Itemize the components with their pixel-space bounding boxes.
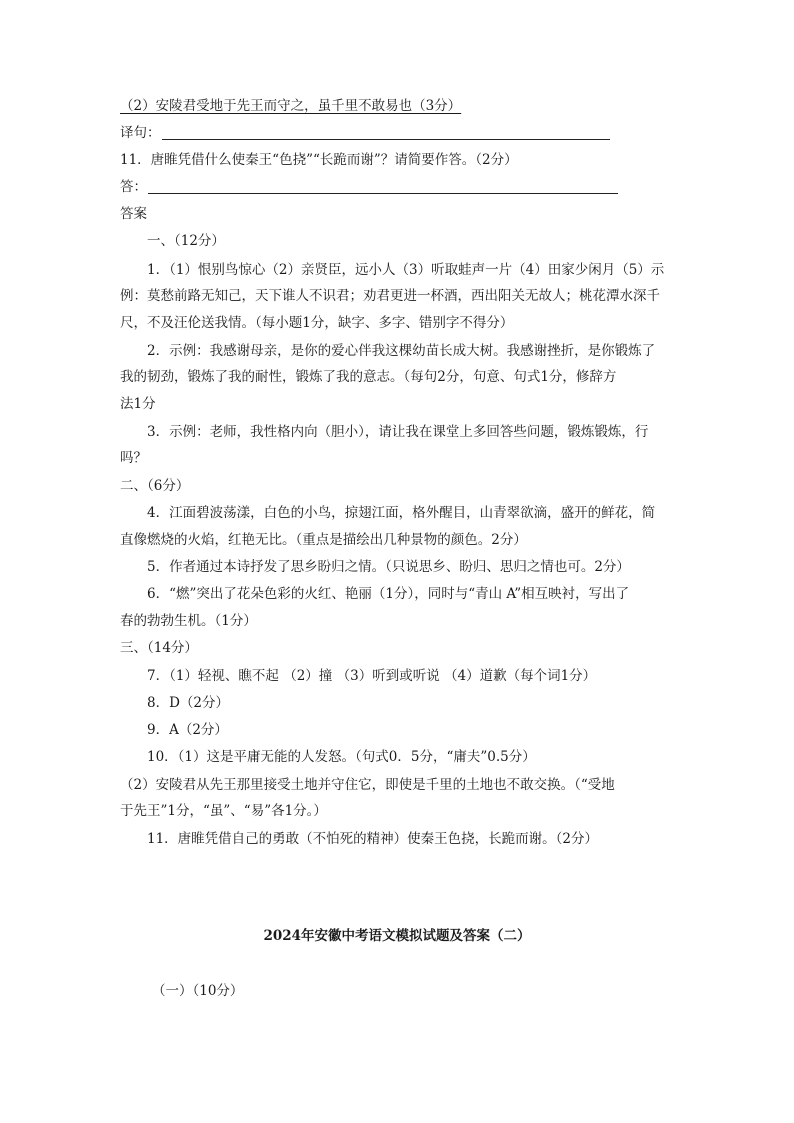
answer-8: 8．D（2分） [147, 695, 230, 711]
question-11: 11．唐睢凭借什么使秦王“色挠”“长跪而谢”？请简要作答。（2分） [120, 152, 518, 168]
answer-10-2-line-1: （2）安陵君从先王那里接受土地并守住它，即使是千里的土地也不敢交换。（“受地 [120, 777, 615, 793]
question-10-2: （2）安陵君受地于先王而守之，虽千里不敢易也（3分） [120, 98, 462, 114]
answer-2-line-1: 2．示例：我感谢母亲，是你的爱心伴我这棵幼苗长成大树。我感谢挫折，是你锻炼了 [147, 343, 656, 359]
translate-label: 译句： [120, 125, 161, 141]
answer-10-2-line-2: 于先王”1分，“虽”、“易”各1分。） [120, 803, 327, 819]
answer-7: 7．（1）轻视、瞧不起 （2）撞 （3）听到或听说 （4）道歉（每个词1分） [147, 668, 597, 684]
section-heading-3: 三、（14分） [120, 640, 198, 656]
answer-1-line-2: 例：莫愁前路无知己，天下谁人不识君；劝君更进一杯酒，西出阳关无故人；桃花潭水深千 [120, 288, 660, 304]
answer-2-line-2: 我的韧劲，锻炼了我的耐性，锻炼了我的意志。（每句2分，句意、句式1分，修辞方 [120, 369, 617, 385]
answer-1-line-1: 1．（1）恨别鸟惊心（2）亲贤臣，远小人（3）听取蛙声一片（4）田家少闲月（5）示 [147, 262, 665, 278]
answers-heading: 答案 [120, 206, 147, 222]
answer-3-line-1: 3．示例：老师，我性格内向（胆小），请让我在课堂上多回答些问题，锻炼锻炼，行 [147, 424, 649, 440]
answer-5: 5．作者通过本诗抒发了思乡盼归之情。（只说思乡、盼归、思归之情也可。2分） [147, 559, 630, 575]
answer-2-line-3: 法1分 [120, 396, 156, 412]
answer-blank-line [148, 193, 618, 194]
answer-11: 11．唐睢凭借自己的勇敢（不怕死的精神）使秦王色挠，长跪而谢。（2分） [147, 831, 599, 847]
answer-9: 9．A（2分） [147, 722, 228, 738]
answer-label: 答： [120, 179, 147, 195]
translate-blank-line [162, 139, 610, 140]
answer-10-1: 10．（1）这是平庸无能的人发怒。（句式0．5分，“庸夫”0.5分） [147, 749, 536, 765]
answer-4-line-1: 4．江面碧波荡漾，白色的小鸟，掠翅江面，格外醒目，山青翠欲滴，盛开的鲜花，简 [147, 505, 656, 521]
answer-6-line-1: 6．“燃”突出了花朵色彩的火红、艳丽（1分），同时与“青山 A”相互映衬，写出了 [147, 586, 630, 602]
answer-3-line-2: 吗？ [120, 450, 147, 466]
section-heading-2: 二、（6分） [120, 478, 190, 494]
answer-4-line-2: 直像燃烧的火焰，红艳无比。（重点是描绘出几种景物的颜色。2分） [120, 532, 527, 548]
section-heading-1: 一、（12分） [147, 233, 225, 249]
next-section-heading: （一）（10分） [152, 983, 244, 999]
answer-1-line-3: 尺，不及汪伦送我情。（每小题1分，缺字、多字、错别字不得分） [120, 315, 514, 331]
answer-6-line-2: 春的勃勃生机。（1分） [120, 613, 257, 629]
next-exam-title: 2024年安徽中考语文模拟试题及答案（二） [263, 928, 531, 944]
